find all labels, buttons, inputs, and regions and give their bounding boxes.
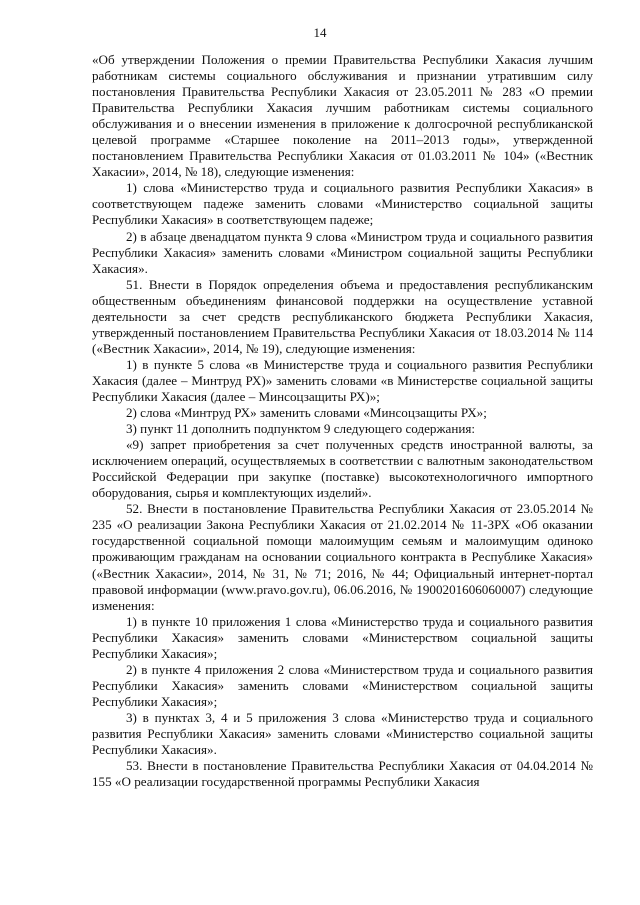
document-body [92,52,593,790]
paragraph-item-2: 2) в пункте 4 приложения 2 слова «Министерством труда и социального развития Республики Хакасия» заменить словами «Министерством социальной защиты Республики Хакасия»; [92,661,593,709]
paragraph-clause-51: 51. Внести в Порядок определения объема и предоставления республиканским общественным объединениям финансовой поддержки на осуществление уставной деятельности за счет средств республиканского бюджета Республики Хакасия, утвержденный постановлением Правительства Республики Хакасия от 18.03.2014 № 114 («Вестник Хакасии», 2014, № 19), следующие изменения: [92,276,593,356]
paragraph-clause-53: 53. Внести в постановление Правительства Республики Хакасия от 04.04.2014 № 155 «О реализации государственной программы Республики Хакасия [92,758,593,790]
paragraph-continuation: «Об утверждении Положения о премии Правительства Республики Хакасия лучшим работникам системы социального обслуживания и признании утратившим силу постановления Правительства Республики Хакасия от 23.05.2011 № 283 «О премии Правительства Республики Хакасия лучшим работникам системы социального обслуживания и о внесении изменения в приложение к долгосрочной республиканской целевой программе «Старшее поколение на 2011–2013 годы», утвержденной постановлением Правительства Республики Хакасия от 01.03.2011 № 104» («Вестник Хакасии», 2014, № 18), следующие изменения: [92,52,593,180]
paragraph-item-2: 2) слова «Минтруд РХ» заменить словами «Минсоцзащиты РХ»; [126,405,487,421]
paragraph-item-3: 3) в пунктах 3, 4 и 5 приложения 3 слова «Министерство труда и социального развития Республики Хакасия» заменить словами «Министерство социальной защиты Республики Хакасия». [92,709,593,758]
paragraph-item-2: 2) в абзаце двенадцатом пункта 9 слова «Министром труда и социального развития Республики Хакасия» заменить словами «Министром социальной защиты Республики Хакасия». [92,228,593,276]
page-number: 14 [313,25,327,40]
paragraph-item-1: 1) в пункте 5 слова «в Министерстве труда и социального развития Республики Хакасия (далее – Минтруд РХ)» заменить словами «в Министерстве социальной защиты Республики Хакасия (далее – Минсоцзащиты РХ)»; [92,356,593,404]
paragraph-quoted-subitem-9: «9) запрет приобретения за счет полученных средств иностранной валюты, за исключением операций, осуществляемых в соответствии с валютным законодательством Российской Федерации при закупке (поставке) высокотехнологичного импортного оборудования, сырья и комплектующих изделий». [92,437,593,501]
paragraph-item-1: 1) в пункте 10 приложения 1 слова «Министерство труда и социального развития Республики Хакасия» заменить словами «Министерством социальной защиты Республики Хакасия»; [92,613,593,661]
paragraph-item-1: 1) слова «Министерство труда и социального развития Республики Хакасия» в соответствующем падеже заменить словами «Министерство социальной защиты Республики Хакасия» в соответствующем падеже; [92,180,593,228]
paragraph-clause-52: 52. Внести в постановление Правительства Республики Хакасия от 23.05.2014 № 235 «О реализации Закона Республики Хакасия от 21.02.2014 № 11-ЗРХ «Об оказании государственной социальной помощи малоимущим семьям и малоимущим одиноко проживающим гражданам на основании социального контракта в Республике Хакасия» («Вестник Хакасии», 2014, № 31, № 71; 2016, № 44; Официальный интернет-портал правовой информации (www.pravo.gov.ru), 06.06.2016, № 1900201606060007) следующие изменения: [92,501,593,613]
paragraph-item-3: 3) пункт 11 дополнить подпунктом 9 следующего содержания: [126,421,475,437]
